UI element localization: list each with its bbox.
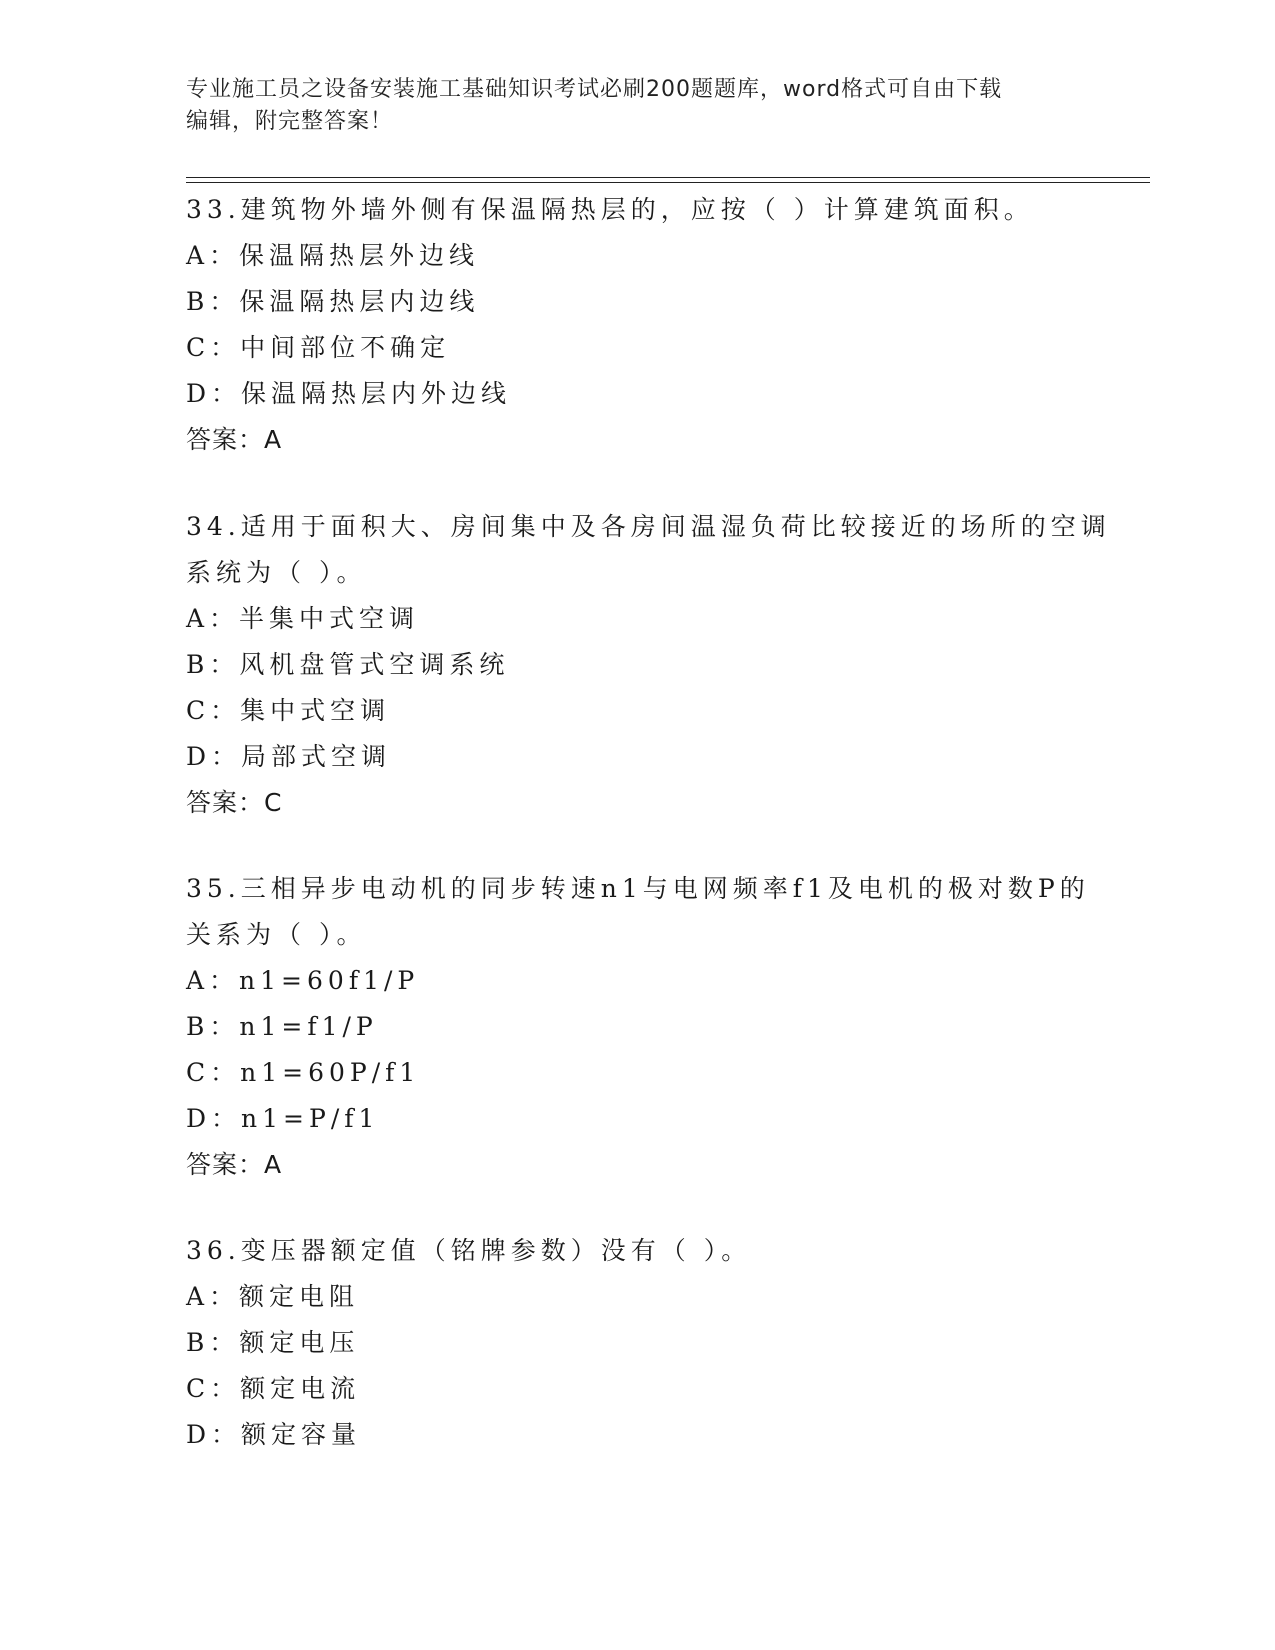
stem-line: 33.建筑物外墙外侧有保温隔热层的，应按（ ）计算建筑面积。 — [186, 195, 1034, 224]
option-a: A：额定电阻 — [186, 1282, 360, 1311]
option-c: C：额定电流 — [186, 1374, 361, 1403]
option-c: C：中间部位不确定 — [186, 333, 451, 362]
question-33 — [186, 187, 1086, 463]
stem-line: 关系为（ ）。 — [186, 920, 367, 949]
option-d: D：局部式空调 — [186, 742, 392, 771]
option-b: B：保温隔热层内边线 — [186, 287, 480, 316]
option-b: B：风机盘管式空调系统 — [186, 650, 510, 679]
stem-line: 系统为（ ）。 — [186, 558, 367, 587]
option-d: D：保温隔热层内外边线 — [186, 379, 512, 408]
answer: 答案：C — [186, 788, 283, 817]
document-header — [186, 74, 1066, 138]
answer: 答案：A — [186, 1150, 283, 1179]
answer: 答案：A — [186, 425, 283, 454]
option-a: A：半集中式空调 — [186, 604, 420, 633]
question-35 — [186, 866, 1090, 1188]
option-a: A：n1=60f1/P — [186, 966, 420, 995]
option-d: D：n1=P/f1 — [186, 1104, 380, 1133]
header-divider-top — [186, 177, 1150, 178]
question-stem — [186, 1228, 1086, 1274]
stem-line: 34.适用于面积大、房间集中及各房间温湿负荷比较接近的场所的空调 — [186, 512, 1111, 541]
header-line-2: 编辑，附完整答案！ — [186, 109, 394, 134]
stem-line: 35.三相异步电动机的同步转速n1与电网频率f1及电机的极对数P的 — [186, 874, 1090, 903]
question-stem — [186, 504, 1111, 596]
option-c: C：集中式空调 — [186, 696, 391, 725]
question-stem — [186, 866, 1090, 958]
header-line-1: 专业施工员之设备安装施工基础知识考试必刷200题题库，word格式可自由下载 — [186, 77, 1003, 102]
option-d: D：额定容量 — [186, 1420, 362, 1449]
question-34 — [186, 504, 1111, 826]
question-36 — [186, 1228, 1086, 1458]
option-c: C：n1=60P/f1 — [186, 1058, 421, 1087]
option-b: B：n1=f1/P — [186, 1012, 378, 1041]
stem-line: 36.变压器额定值（铭牌参数）没有（ ）。 — [186, 1236, 752, 1265]
question-stem — [186, 187, 1086, 233]
option-a: A：保温隔热层外边线 — [186, 241, 480, 270]
option-b: B：额定电压 — [186, 1328, 360, 1357]
header-divider-bottom — [186, 182, 1150, 183]
